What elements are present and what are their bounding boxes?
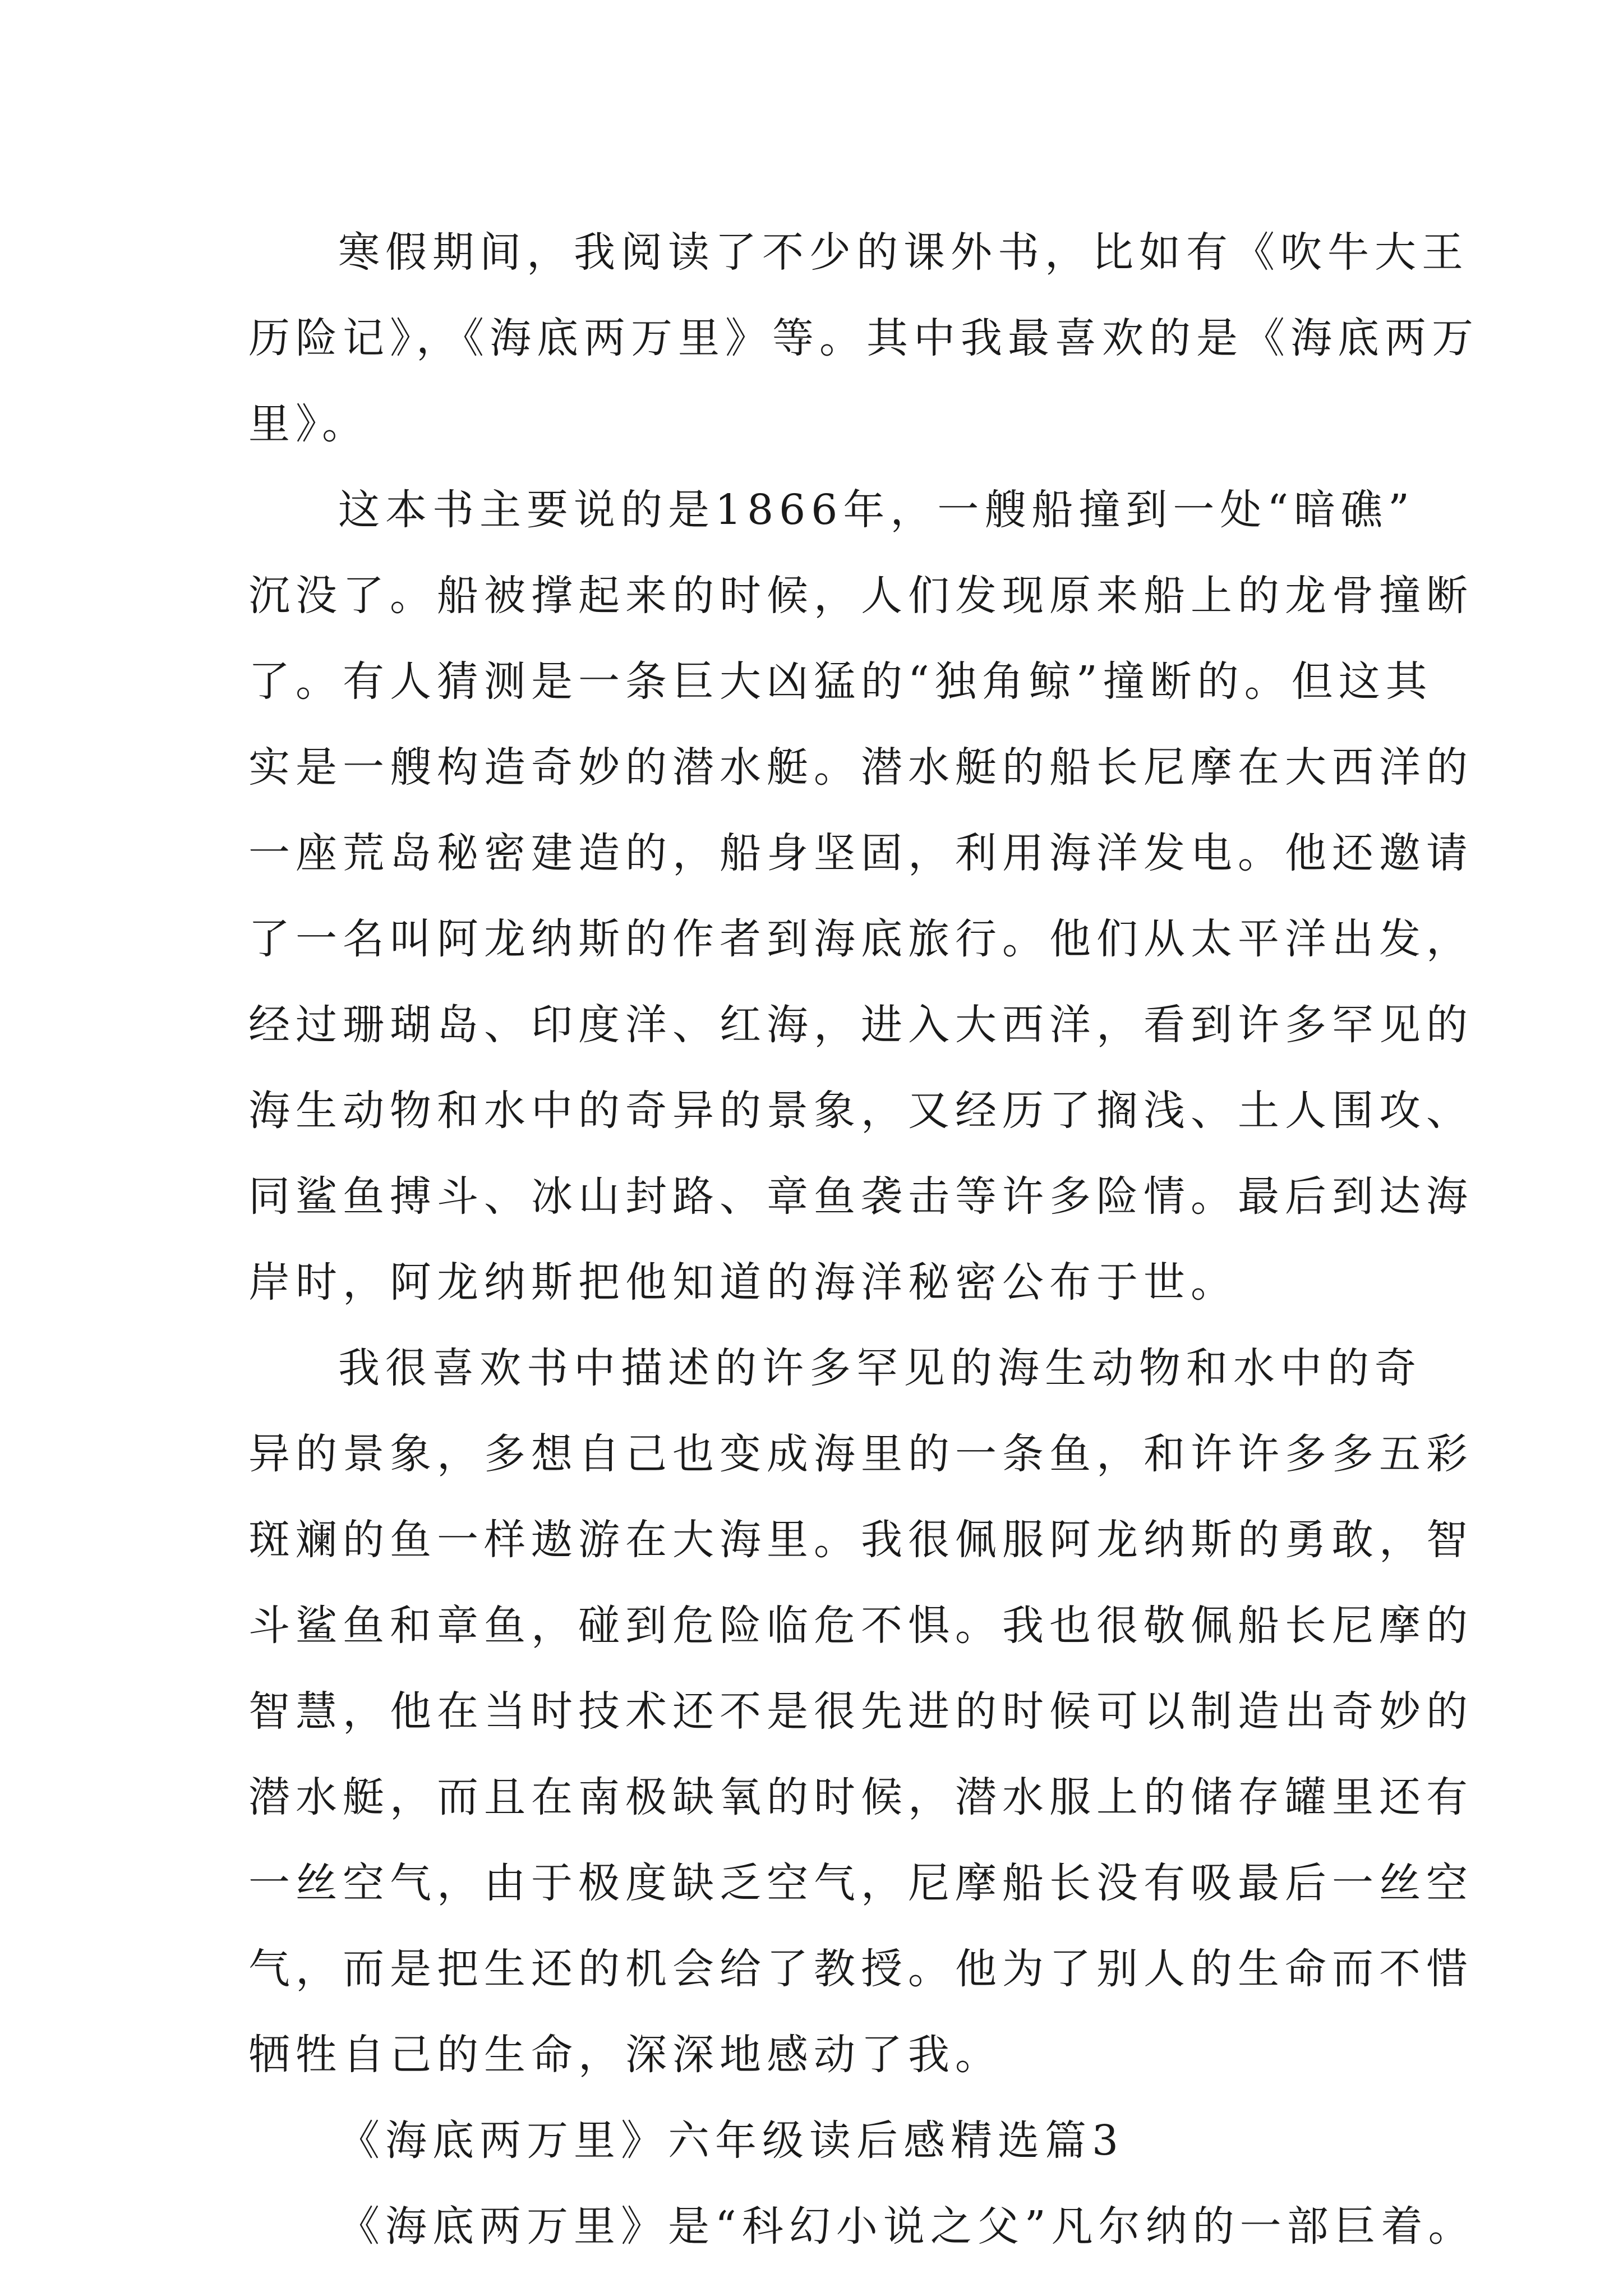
text-line: 牺牲自己的生命，深深地感动了我。 — [248, 2031, 1002, 2079]
text-line: 经过珊瑚岛、印度洋、红海，进入大西洋，看到许多罕见的 — [248, 1001, 1473, 1049]
text-line: 寒假期间，我阅读了不少的课外书，比如有《吹牛大王 — [338, 228, 1469, 277]
text-line: 异的景象，多想自己也变成海里的一条鱼，和许许多多五彩 — [248, 1430, 1473, 1478]
text-line: 一座荒岛秘密建造的，船身坚固，利用海洋发电。他还邀请 — [248, 829, 1473, 877]
text-line: 同鲨鱼搏斗、冰山封路、章鱼袭击等许多险情。最后到达海 — [248, 1172, 1473, 1221]
text-line: 气，而是把生还的机会给了教授。他为了别人的生命而不惜 — [248, 1945, 1473, 1993]
text-line: 《海底两万里》六年级读后感精选篇3 — [338, 2116, 1124, 2165]
text-line: 潜水艇，而且在南极缺氧的时候，潜水服上的储存罐里还有 — [248, 1773, 1473, 1821]
text-line: 了。有人猜测是一条巨大凶猛的“独角鲸”撞断的。但这其 — [248, 657, 1433, 706]
text-line: 里》。 — [248, 400, 369, 448]
text-line: 我很喜欢书中描述的许多罕见的海生动物和水中的奇 — [338, 1344, 1422, 1392]
text-line: 一丝空气，由于极度缺乏空气，尼摩船长没有吸最后一丝空 — [248, 1859, 1473, 1907]
text-line: 斗鲨鱼和章鱼，碰到危险临危不惧。我也很敬佩船长尼摩的 — [248, 1602, 1473, 1650]
text-line: 历险记》，《海底两万里》等。其中我最喜欢的是《海底两万 — [248, 314, 1479, 362]
text-line: 海生动物和水中的奇异的景象，又经历了搁浅、土人围攻、 — [248, 1087, 1473, 1135]
text-line: 这本书主要说的是1866年，一艘船撞到一处“暗礁” — [338, 486, 1415, 534]
text-line: 实是一艘构造奇妙的潜水艇。潜水艇的船长尼摩在大西洋的 — [248, 743, 1473, 792]
document-body — [248, 210, 1479, 2270]
text-line: 智慧，他在当时技术还不是很先进的时候可以制造出奇妙的 — [248, 1687, 1473, 1736]
text-line: 斑斓的鱼一样遨游在大海里。我很佩服阿龙纳斯的勇敢，智 — [248, 1516, 1473, 1564]
text-line: 《海底两万里》是“科幻小说之父”凡尔纳的一部巨着。 — [338, 2202, 1476, 2251]
text-line: 沉没了。船被撑起来的时候，人们发现原来船上的龙骨撞断 — [248, 572, 1473, 620]
text-line: 了一名叫阿龙纳斯的作者到海底旅行。他们从太平洋出发， — [248, 915, 1473, 963]
text-line: 岸时，阿龙纳斯把他知道的海洋秘密公布于世。 — [248, 1258, 1238, 1306]
